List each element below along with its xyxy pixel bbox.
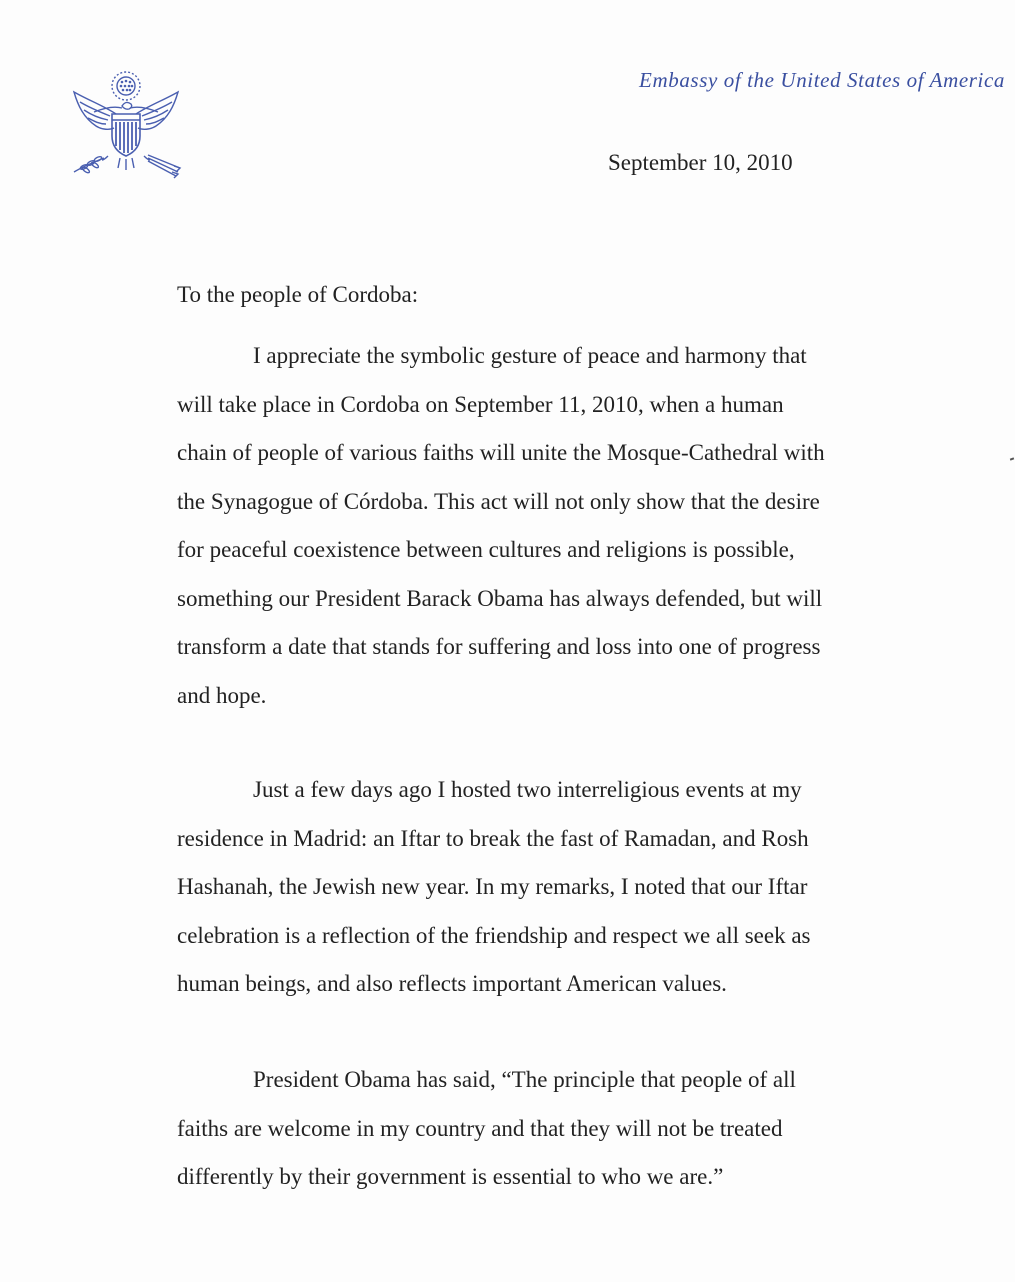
letter-date: September 10, 2010 xyxy=(608,150,793,175)
paragraph-2 xyxy=(177,766,977,1009)
paragraph-line: and hope. xyxy=(177,682,267,708)
paragraph-line: the Synagogue of Córdoba. This act will not only show that the desire xyxy=(177,488,820,514)
paragraph-line: chain of people of various faiths will unite the Mosque-Cathedral with xyxy=(177,440,825,465)
paragraph-line: residence in Madrid: an Iftar to break the fast of Ramadan, and Rosh xyxy=(177,825,809,851)
paragraph-line: human beings, and also reflects important American values. xyxy=(177,971,727,996)
paragraph-line: Hashanah, the Jewish new year. In my remarks, I noted that our Iftar xyxy=(177,874,808,899)
paragraph-line: something our President Barack Obama has always defended, but will xyxy=(177,585,823,611)
paragraph-line: I appreciate the symbolic gesture of peace and harmony that xyxy=(253,343,807,368)
paragraph-line: President Obama has said, “The principle that people of all xyxy=(253,1067,796,1092)
salutation: To the people of Cordoba: xyxy=(177,282,419,307)
paragraph-line: celebration is a reflection of the friendship and respect we all seek as xyxy=(177,922,811,948)
paragraph-line: differently by their government is essential to who we are.” xyxy=(177,1164,724,1189)
paragraph-line: Just a few days ago I hosted two interreligious events at my xyxy=(253,777,802,802)
paragraph-line: for peaceful coexistence between cultures and religions is possible, xyxy=(177,537,795,562)
great-seal-icon xyxy=(64,62,188,186)
paragraph-line: transform a date that stands for suffering and loss into one of progress xyxy=(177,634,821,659)
scan-speck xyxy=(1010,457,1014,460)
letterhead-embassy-name: Embassy of the United States of America xyxy=(639,68,1005,92)
paragraph-3 xyxy=(177,1056,977,1202)
paragraph-1 xyxy=(177,332,977,720)
paragraph-line: will take place in Cordoba on September 11, 2010, when a human xyxy=(177,391,784,417)
paragraph-line: faiths are welcome in my country and that they will not be treated xyxy=(177,1115,783,1141)
